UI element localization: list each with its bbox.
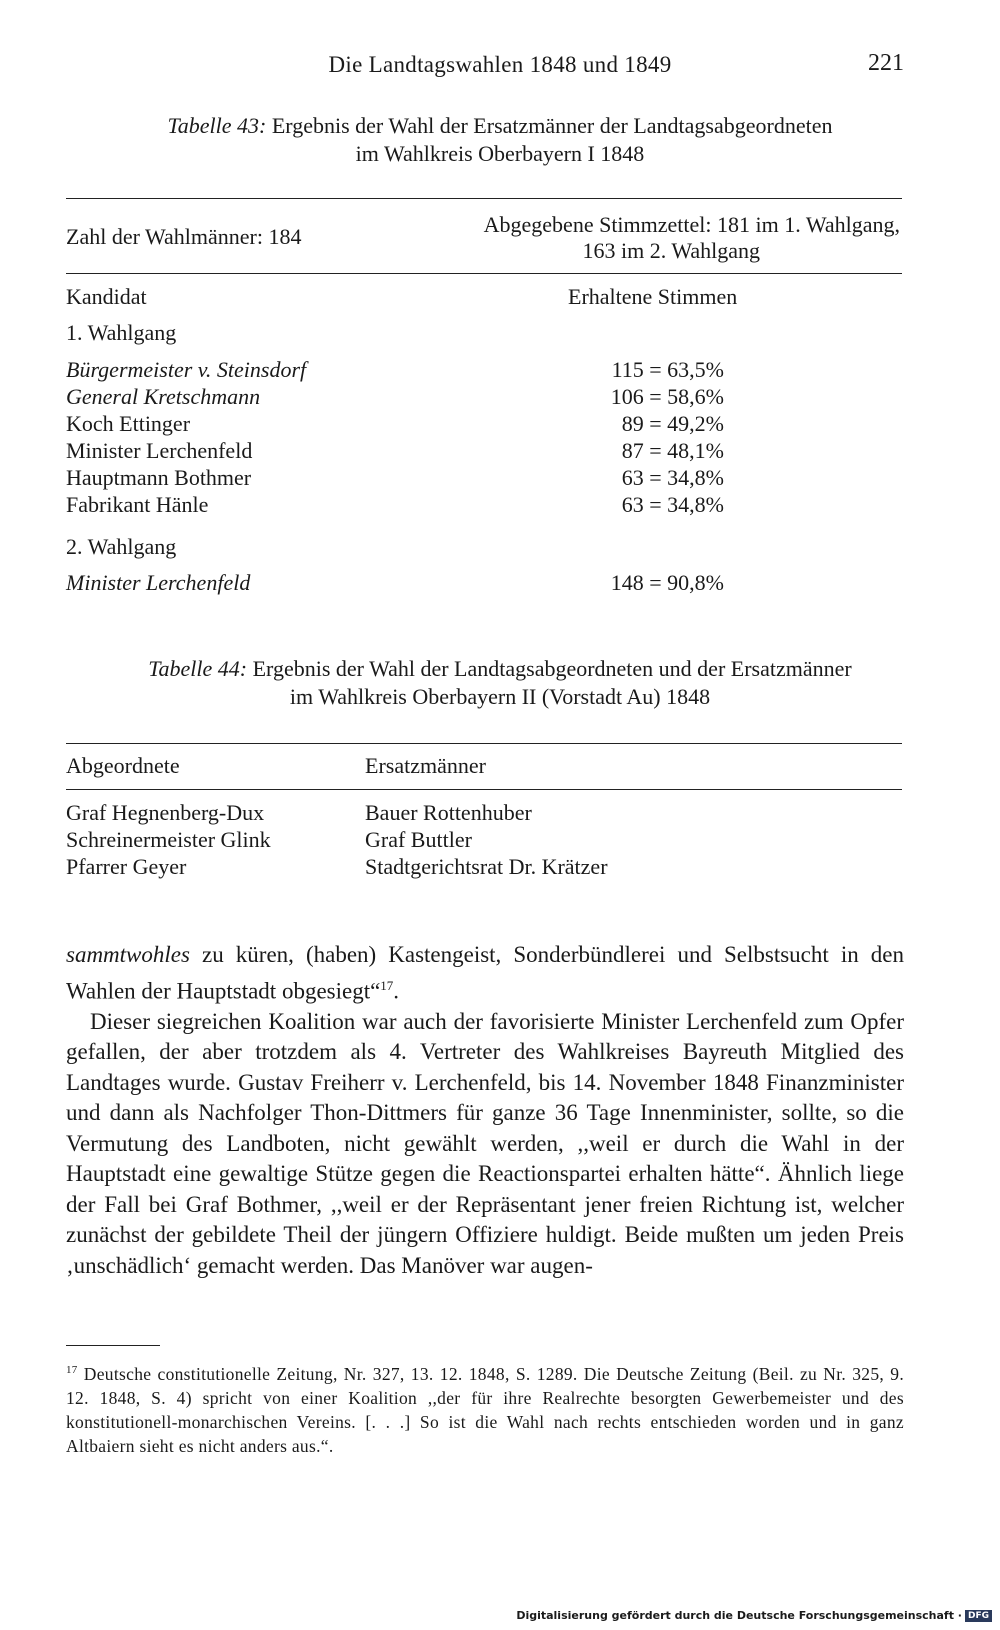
digitization-notice [516,1609,992,1622]
footnote [66,1358,904,1458]
table43-ballots-line1: Abgegebene Stimmzettel: 181 im 1. Wahlgang, [483,212,900,237]
table44-row-deputy: Pfarrer Geyer [66,854,187,879]
table43-caption-label: Tabelle 43: [167,113,267,138]
table43-ballots-line2: 163 im 2. Wahlgang [582,238,760,263]
running-header: Die Landtagswahlen 1848 und 1849 [328,52,672,77]
table43-ballots [484,212,900,264]
table43-row-candidate: Minister Lerchenfeld [66,438,253,463]
table43-round2-label: 2. Wahlgang [66,534,177,559]
table43-row-candidate: Fabrikant Hänle [66,492,209,517]
table44-row-deputy: Graf Hegnenberg-Dux [66,800,265,825]
table43-header-rule [66,273,902,274]
table44-caption-line1: Ergebnis der Wahl der Landtagsabgeordneten und der Ersatzmänner [252,656,852,681]
dfg-logo: DFG [965,1610,992,1622]
table43-electors: Zahl der Wahlmänner: 184 [66,224,302,249]
table43-row-votes: 115 = 63,5% [611,357,724,382]
table44-col-substitutes: Ersatzmänner [365,753,486,778]
table43-row-votes: 148 = 90,8% [610,570,724,595]
digitization-text: Digitalisierung gefördert durch die Deutsche Forschungsgemeinschaft · [516,1609,962,1622]
table44-row-substitute: Bauer Rottenhuber [365,800,532,825]
table43-row-votes: 106 = 58,6% [610,384,724,409]
paragraph-2: Dieser siegreichen Koalition war auch der favorisierte Minister Lerchenfeld zum Opfer gefallen, der aber trotzdem als 4. Vertreter des Wahlkreises Bayreuth Mitglied des Landtages wurde. Gustav Freiherr v. Lerchenfeld, bis 14. November 1848 Finanzminister und dann als Nachfolger Thon-Dittmers für ganze 36 Tage Innenminister, sollte, so die Vermutung des Landboten, nicht gewählt werden, ,,weil er durch die Wahl in der Hauptstadt eine gewaltige Stütze gegen die Reactionspartei erhalten hätte“. Ähnlich liege der Fall bei Graf Bothmer, ,,weil er der Repräsentant jener freien Richtung ist, welcher zunächst der gebildete Theil der jüngern Offiziere huldigt. Beide mußten um jeden Preis ‚unschädlich‘ gemacht werden. Das Manöver war augen- [66,1008,904,1278]
table43-row-votes: 87 = 48,1% [621,438,724,463]
paragraph-1-italic: sammtwohles [66,942,190,967]
table43-caption [60,112,940,168]
footnote-ref: 17 [380,977,394,993]
table44-row-deputy: Schreinermeister Glink [66,827,271,852]
table43-row-candidate: Koch Ettinger [66,411,191,436]
footnote-number: 17 [66,1364,78,1376]
table43-caption-line2: im Wahlkreis Oberbayern I 1848 [355,141,645,166]
table43-row-votes: 63 = 34,8% [621,492,724,517]
table43-col-votes: Erhaltene Stimmen [568,284,738,309]
page-number: 221 [868,50,904,76]
paragraph-1 [66,940,904,1007]
table44-col-deputies: Abgeordnete [66,753,180,778]
table44-top-rule [66,743,902,744]
footnote-text: Deutsche constitutionelle Zeitung, Nr. 327, 13. 12. 1848, S. 1289. Die Deutsche Zeitung (Beil. zu Nr. 325, 9. 12. 1848, S. 4) spricht von einer Koalition ,,der für ihre Realrechte besorgten Gewerbemeister und des konstitutionell-monarchischen Vereins. [. . .] So ist die Wahl nach rechts entschieden worden und in ganz Altbaiern sieht es nicht anders aus.“. [66,1363,904,1456]
table44-caption-line2: im Wahlkreis Oberbayern II (Vorstadt Au) 1848 [289,684,711,709]
paragraph-1-end: . [393,978,400,1004]
table43-caption-line1: Ergebnis der Wahl der Ersatzmänner der Landtagsabgeordneten [271,113,833,138]
table44-caption [60,655,940,711]
table44-row-substitute: Graf Buttler [365,827,472,852]
paragraph-1-text: zu küren, (haben) Kastengeist, Sonderbündlerei und Selbstsucht in den Wahlen der Hauptstadt obgesiegt“ [66,942,904,1004]
table43-row-candidate: Hauptmann Bothmer [66,465,252,490]
body-text [66,940,904,1281]
table43-row-votes: 63 = 34,8% [621,465,724,490]
table44-header-rule [66,789,902,790]
table44-caption-label: Tabelle 44: [148,656,248,681]
table43-row-candidate: General Kretschmann [66,384,261,409]
table43-col-candidate: Kandidat [66,284,147,309]
table43-row-candidate: Minister Lerchenfeld [66,570,251,595]
table44-row-substitute: Stadtgerichtsrat Dr. Krätzer [365,854,608,879]
table43-top-rule [66,198,902,199]
table43-round1-label: 1. Wahlgang [66,320,177,345]
table43-row-candidate: Bürgermeister v. Steinsdorf [66,357,307,382]
table43-row-votes: 89 = 49,2% [621,411,724,436]
footnote-rule [66,1345,160,1346]
